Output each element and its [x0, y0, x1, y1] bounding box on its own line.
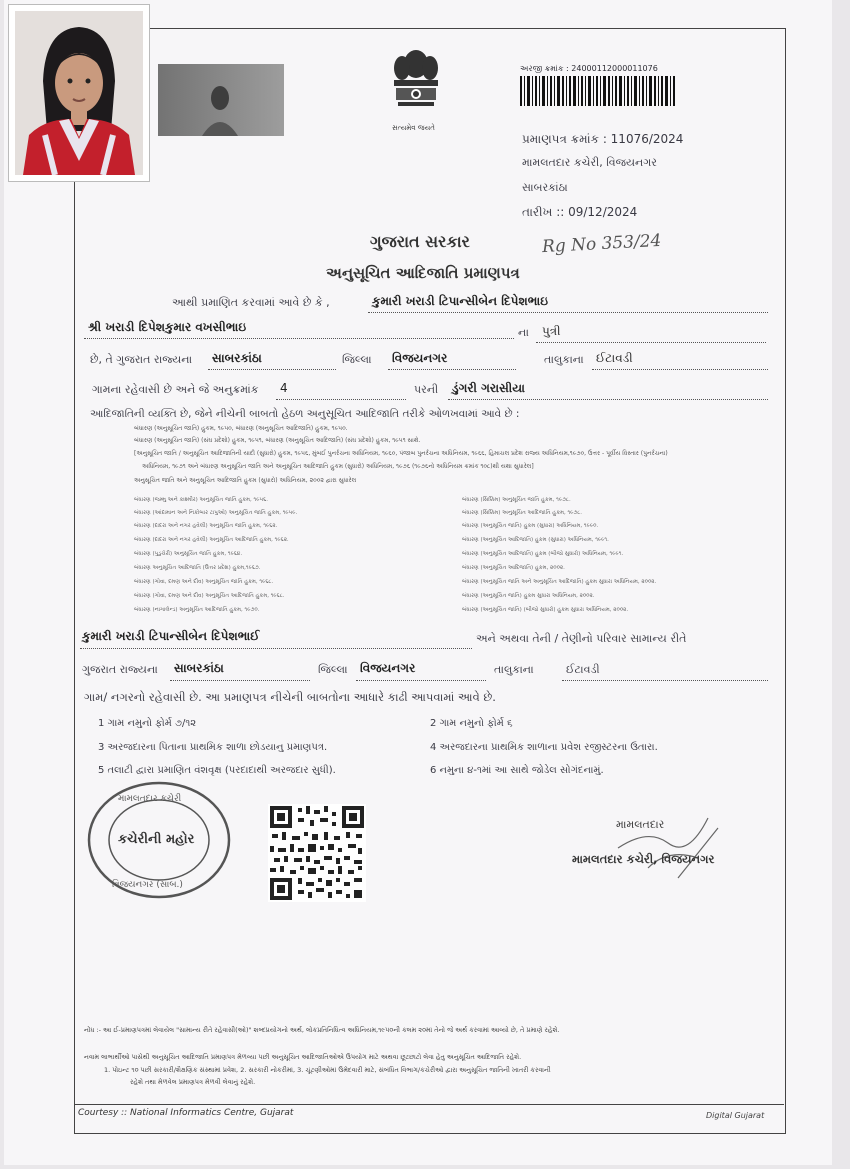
resident-text: ગામના રહેવાસી છે અને જે અનુક્રમાંક [92, 383, 259, 396]
applicant-name-repeat: કુમારી ખરાડી ટિપાન્સીબેન દિપેશભાઈ [82, 629, 260, 643]
order-right: બંધારણ (સિક્કિમ) અનુસૂચિત જાતિ હુકમ, ૧૯૭૮. [462, 497, 571, 503]
district-label-2: જિલ્લા [318, 663, 348, 676]
order-left: બંધારણ (જમ્મુ અને કાશ્મીર) અનુસૂચિત જાતિ હુકમ, ૧૯૫૬. [134, 497, 268, 503]
tribe-text: આદિજાતિની વ્યક્તિ છે, જેને નીચેની બાબતો હેઠળ અનુસૂચિત આદિજાતિ તરીકે ઓળખવામાં આવે છે : [90, 408, 520, 420]
order-left: બંધારણ અનુસૂચિત આદિજાતિ (ઉત્તર પ્રદેશ) હુકમ,૧૯૬૭. [134, 565, 261, 571]
application-number: અરજી ક્રમાંક : 24000112000011076 [520, 64, 658, 73]
stamp-center-text: કચેરીની મહોર [118, 832, 195, 847]
document-item: 2 ગામ નમુનો ફોર્મ ૬ [430, 718, 513, 729]
district-value-2: સાબરકાંઠા [174, 661, 224, 675]
issuing-district: સાબરકાંઠા [522, 181, 568, 194]
orders-line: બંધારણ (અનુસૂચિત જાતિ) હુકમ, ૧૯૫૦, બંધારણ (અનુસૂચિત આદિજાતિ) હુકમ, ૧૯૫૦. [134, 425, 348, 432]
order-left: બંધારણ (દાદરા અને નગર હવેલી) અનુસૂચિત આદિજાતિ હુકમ, ૧૯૬૨. [134, 537, 289, 543]
certificate-number: પ્રમાણપત્ર ક્રમાંક : 11076/2024 [522, 132, 684, 146]
order-right: બંધારણ (અનુસૂચિત આદિજાતિ) હુકમ (બીજો સુધારો) અધિનિયમ, ૧૯૯૧. [462, 551, 624, 557]
serial-value: 4 [280, 381, 288, 395]
footer-divider [74, 1104, 784, 1105]
footer-line: રહેશે તથા મેળવેલ પ્રમાણપત્ર મેળવી લેવાનું રહેશે. [130, 1078, 256, 1086]
relation-label: ના [518, 326, 529, 339]
father-name: શ્રી ખરાડી દિપેશકુમાર વખસીભાઇ [88, 320, 247, 334]
order-right: બંધારણ (અનુસૂચિત જાતિ) હુકમ (સુધારા) અધિનિયમ, ૧૯૯૦. [462, 523, 599, 529]
footer-line: નવામ લાભાર્થીઓ પાસેથી અનુસૂચિત આદિજાતિ પ્રમાણપત્ર મેળવ્યા પછી અનુસૂચિત આદિજાતિઓએ ઉપયોગ માટે અથવા છૂટછાટો લેવા હેતુ અનુસૂચિત આદિજાતિ રહેશે. [84, 1053, 522, 1061]
basis-text: ગામ/ નગરનો રહેવાસી છે. આ પ્રમાણપત્ર નીચેની બાબતોના આધારે કાઢી આપવામાં આવે છે. [84, 690, 496, 704]
qr-code [268, 804, 366, 902]
document-item: 4 અરજદારના પ્રાથમિક શાળાના પ્રવેશ રજીસ્ટરના ઉતારા. [430, 742, 658, 753]
underline [208, 369, 336, 370]
taluka-label-2: તાલુકાના [494, 663, 534, 676]
taluka-value: વિજયનગર [392, 351, 448, 365]
orders-line: અનુસૂચિત જાતિ અને અનુસૂચિત આદિજાતિ હુકમ (સુધારો) અધિનિયમ, ૨૦૦૨ દ્વારા સુધારેલ [134, 477, 357, 484]
certify-prefix: આથી પ્રમાણિત કરવામાં આવે છે કે , [172, 296, 330, 309]
emblem-motto: સત્યમેવ જયતે [392, 124, 435, 132]
stamp-top-text: મામલતદાર કચેરી [118, 794, 182, 804]
handwritten-register-number: Rg No 353/24 [541, 230, 662, 258]
underline [84, 338, 514, 339]
orders-line: [અનુસૂચિત જાતિ / અનુસૂચિત આદિજાતિની યાદી (સુધારો) હુકમ, ૧૯૫૬, મુંબઈ પુનર્રચના અધિનિયમ, ૧૯૬૦, પંજાબ પુનર્રચના અધિનિયમ, ૧૯૬૬, હિમાચલ પ્રદેશ રાજ્ય અધિનિયમ,૧૯૭૦, ઉત્તર - પૂર્વીય વિસ્તાર (પુનર્રચના) [134, 450, 668, 457]
order-left: બંધારણ (નાગાલેન્ડ) અનુસૂચિત આદિજાતિ હુકમ, ૧૯૭૦. [134, 607, 260, 613]
orders-line: બંધારણ (અનુસૂચિત જાતિ) (સંઘ પ્રદેશો) હુકમ, ૧૯૫૧, બંધારણ (અનુસૂચિત આદિજાતિ) (સંઘ પ્રદેશો) હુકમ, ૧૯૫૧ સાથે. [134, 437, 421, 444]
national-emblem-icon [384, 44, 448, 122]
state-text: છે, તે ગુજરાત રાજ્યના [90, 353, 193, 366]
underline [388, 369, 516, 370]
document-title: અનુસૂચિત આદિજાતિ પ્રમાણપત્ર [326, 264, 520, 282]
order-right: બંધારણ (અનુસૂચિત જાતિ) હુકમ સુધારા અધિનિયમ, ૨૦૦૨. [462, 593, 595, 599]
family-text: અને અથવા તેની / તેણીનો પરિવાર સામાન્ય રીતે [476, 632, 687, 645]
order-left: બંધારણ (પુડુચેરી) અનુસૂચિત જાતિ હુકમ, ૧૯૬૪. [134, 551, 243, 557]
order-left: બંધારણ (ગોવા, દમણ અને દીવ) અનુસૂચિત જાતિ હુકમ, ૧૯૬૮. [134, 579, 274, 585]
order-left: બંધારણ (આંદામાન અને નિકોબાર ટાપુઓ) અનુસૂચિત જાતિ હુકમ, ૧૯૫૯. [134, 510, 298, 516]
courtesy-text: Courtesy :: National Informatics Centre, Gujarat [78, 1108, 294, 1118]
underline [368, 312, 768, 313]
applicant-photo-print [158, 64, 284, 136]
document-item: 6 નમુના ૪-૧માં આ સાથે જોડેલ સોગંદનામું. [430, 765, 604, 776]
order-right: બંધારણ (અનુસૂચિત આદિજાતિ) હુકમ (સુધારા) અધિનિયમ, ૧૯૯૧. [462, 537, 609, 543]
applicant-name: કુમારી ખરાડી ટિપાન્સીબેન દિપેશભાઇ [372, 294, 548, 308]
order-left: બંધારણ (ગોવા, દમણ અને દીવ) અનુસૂચિત આદિજાતિ હુકમ, ૧૯૬૮. [134, 593, 285, 599]
underline [592, 369, 768, 370]
document-item: 5 તલાટી દ્વારા પ્રમાણિત વંશવૃક્ષ (પરદાદાથી અરજદાર સુધી). [98, 765, 336, 776]
district-value: સાબરકાંઠા [212, 351, 262, 365]
village-value-2: ઈટાવડી [566, 663, 600, 676]
taluka-label: તાલુકાના [544, 353, 584, 366]
orders-line: અધિનિયમ, ૧૯૭૧ અને બંધારણ અનુસૂચિત જાતિ અને અનુસૂચિત આદિજાતિ હુકમ (સુધારો) અધિનિયમ, ૧૯૭૬ (૧૯૭૬નો અધિનિયમ ક્રમાંક ૧૦૮)થી યથા સુધારેલ] [142, 463, 534, 470]
caste-label: પરની [414, 383, 439, 396]
order-right: બંધારણ (અનુસૂચિત જાતિ) (બીજો સુધારો) હુકમ સુધારા અધિનિયમ, ૨૦૦૨. [462, 607, 629, 613]
issuing-office: મામલતદાર કચેરી, વિજયનગર [522, 156, 657, 169]
underline [448, 399, 768, 400]
order-left: બંધારણ (દાદરા અને નગર હવેલી) અનુસૂચિત જાતિ હુકમ, ૧૯૬૨. [134, 523, 278, 529]
issue-date: તારીખ :: 09/12/2024 [522, 205, 638, 219]
barcode [520, 76, 676, 106]
caste-value: ડુંગરી ગરાસીયા [452, 381, 525, 395]
applicant-photo [8, 4, 150, 182]
order-right: બંધારણ (સિક્કિમ) અનુસૂચિત આદિજાતિ હુકમ, ૧૯૭૮. [462, 510, 583, 516]
order-right: બંધારણ (અનુસૂચિત આદિજાતિ) હુકમ, ૨૦૦૨. [462, 565, 565, 571]
digital-gujarat-text: Digital Gujarat [706, 1111, 765, 1120]
underline [562, 680, 768, 681]
signatory-designation: મામલતદાર [616, 818, 665, 831]
footer-line: 1. પોઇન્ટ ૧૦ પછી સરકારી/શૈક્ષણિક સંસ્થામાં પ્રવેશ, 2. સરકારી નોકરીમાં, 3. ચૂંટણીઓમાં ઉમેદવારી માટે, સંબંધિત વિભાગ/કચેરીઓ દ્વારા અનુસૂચિત જાતિની ખાતરી કરવાની [104, 1066, 551, 1074]
underline [170, 680, 310, 681]
village-value: ઈટાવડી [596, 351, 633, 365]
document-item: 1 ગામ નમુનો ફોર્મ ૭/૧૨ [98, 718, 197, 729]
underline [276, 399, 406, 400]
taluka-value-2: વિજયનગર [360, 661, 416, 675]
stamp-outer-text: વિજયનગર (સાબ.) [112, 880, 183, 890]
government-title: ગુજરાત સરકાર [370, 232, 470, 251]
order-right: બંધારણ (અનુસૂચિત જાતિ અને અનુસૂચિત આદિજાતિ) હુકમ સુધારા અધિનિયમ, ૨૦૦૨. [462, 579, 657, 585]
underline [356, 680, 486, 681]
district-label: જિલ્લા [342, 353, 372, 366]
signatory-office: મામલતદાર કચેરી, વિજયનગર [572, 852, 715, 866]
state-text-2: ગુજરાત રાજ્યના [82, 663, 158, 676]
footnote: નોંધ :- આ ઈ-પ્રમાણપત્રમાં લેવાયેલ "સામાન્ય રીતે રહેવાસી(ઓ)" શબ્દપ્રયોગનો અર્થ, લોકપ્રતિનિધિત્વ અધિનિયમ,૧૯૫૦ની કલમ ૨૦માં તેનો જે અર્થ કરવામાં આવ્યો છે, તે પ્રમાણે રહેશે. [84, 1026, 560, 1034]
document-item: 3 અરજદારના પિતાના પ્રાથમિક શાળા છોડયાનુ પ્રમાણપત્ર. [98, 742, 328, 753]
underline [80, 648, 472, 649]
underline [536, 342, 766, 343]
relation-value: પુત્રી [542, 324, 561, 338]
